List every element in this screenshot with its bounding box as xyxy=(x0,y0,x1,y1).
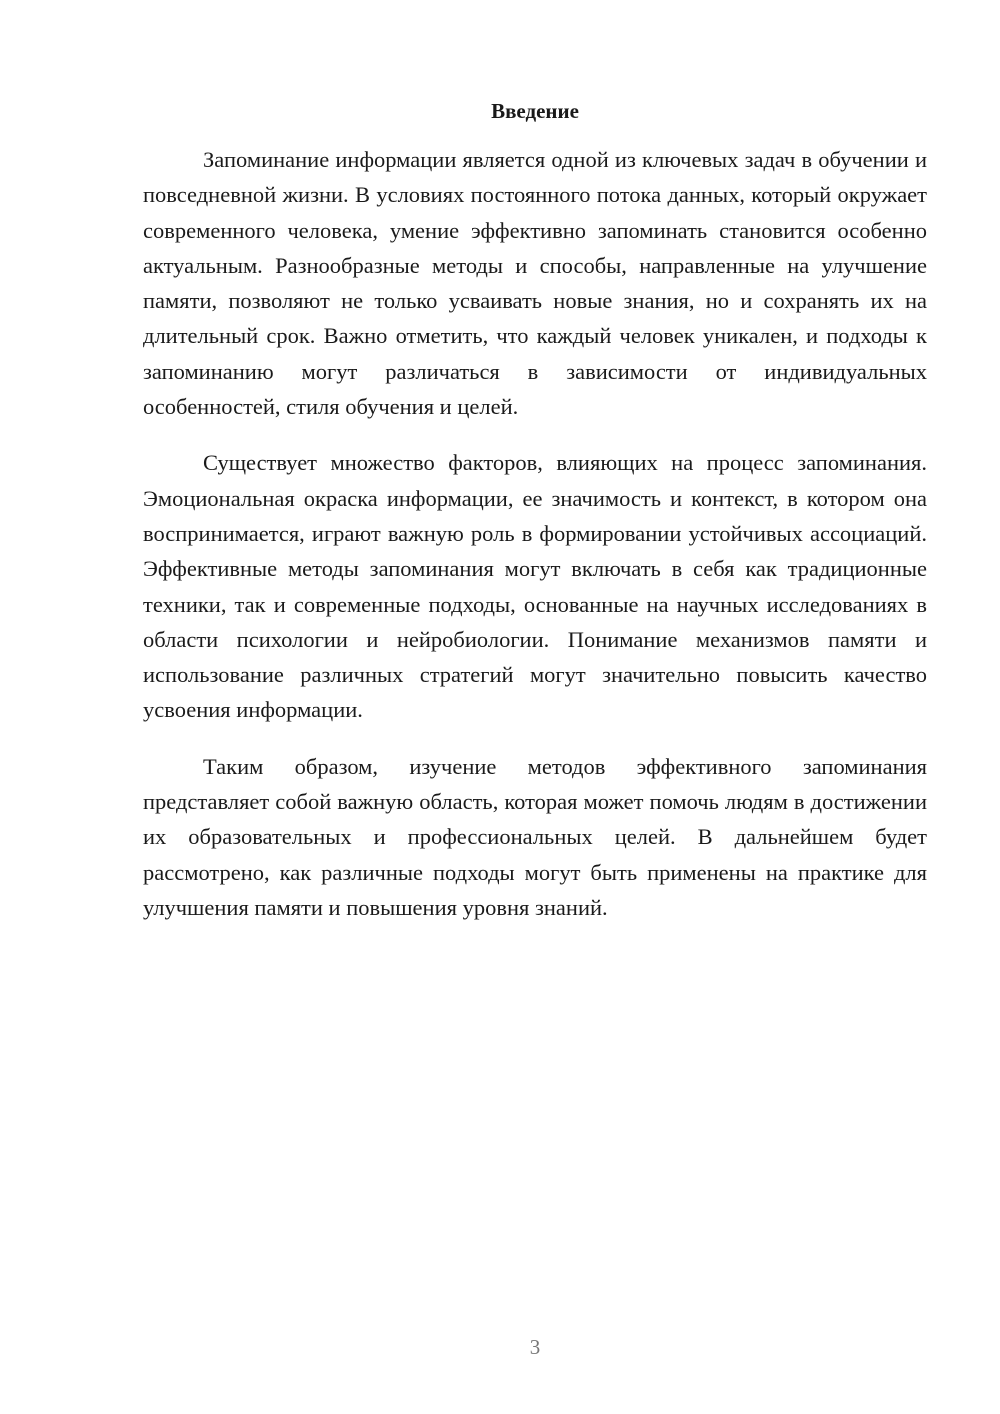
paragraph-3: Таким образом, изучение методов эффективного запоминания представляет собой важную область, которая может помочь людям в достижении их образовательных и профессиональных целей. В дальнейшем будет рассмотрено, как различные подходы могут быть применены на практике для улучшения памяти и повышения уровня знаний. xyxy=(143,753,927,920)
page-number: 3 xyxy=(529,1335,541,1359)
body-text xyxy=(143,142,927,946)
paragraph-1: Запоминание информации является одной из ключевых задач в обучении и повседневной жизни. В условиях постоянного потока данных, который окружает современного человека, умение эффективно запоминать становится особенно актуальным. Разнообразные методы и способы, направленные на улучшение памяти, позволяют не только усваивать новые знания, но и сохранять их на длительный срок. Важно отметить, что каждый человек уникален, и подходы к запоминанию могут различаться в зависимости от индивидуальных особенностей, стиля обучения и целей. xyxy=(143,147,927,420)
paragraph-2: Существует множество факторов, влияющих на процесс запоминания. Эмоциональная окраска информации, ее значимость и контекст, в котором она воспринимается, играют важную роль в формировании устойчивых ассоциаций. Эффективные методы запоминания могут включать в себя как традиционные техники, так и современные подходы, основанные на научных исследованиях в области психологии и нейробиологии. Понимание механизмов памяти и использование различных стратегий могут значительно повысить качество усвоения информации. xyxy=(143,450,927,723)
section-title: Введение xyxy=(491,99,579,123)
